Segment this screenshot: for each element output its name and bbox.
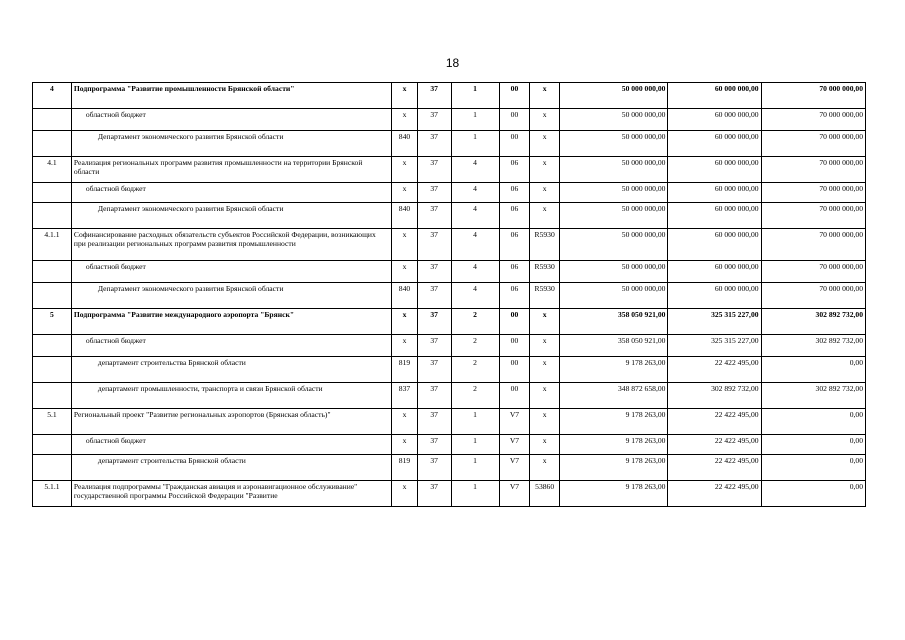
page-number: 18 [445, 56, 460, 70]
code-grbs: х [392, 309, 418, 335]
code-main-event: V7 [499, 455, 530, 481]
code-main-event: 00 [499, 383, 530, 409]
value-year-1: 50 000 000,00 [559, 203, 667, 229]
row-name: Региональный проект "Развитие региональных аэропортов (Брянская область)" [71, 409, 391, 435]
value-year-1: 9 178 263,00 [559, 481, 667, 507]
value-year-3: 70 000 000,00 [761, 229, 865, 261]
table-row [33, 309, 866, 335]
code-main-event: 06 [499, 183, 530, 203]
code-subprogram: 2 [451, 309, 499, 335]
code-main-event: 00 [499, 309, 530, 335]
code-subprogram: 1 [451, 455, 499, 481]
code-program: 37 [417, 261, 451, 283]
code-program: 37 [417, 229, 451, 261]
code-main-event: 00 [499, 335, 530, 357]
table-row [33, 335, 866, 357]
row-number: 4.1 [33, 157, 72, 183]
value-year-1: 50 000 000,00 [559, 83, 667, 109]
value-year-3: 302 892 732,00 [761, 383, 865, 409]
table-row [33, 383, 866, 409]
code-subprogram: 4 [451, 183, 499, 203]
value-year-3: 70 000 000,00 [761, 83, 865, 109]
code-subprogram: 1 [451, 481, 499, 507]
value-year-1: 50 000 000,00 [559, 283, 667, 309]
code-grbs: х [392, 261, 418, 283]
code-subprogram: 2 [451, 383, 499, 409]
code-direction: R5930 [530, 283, 560, 309]
code-direction: 53860 [530, 481, 560, 507]
row-name: Реализация подпрограммы "Гражданская авиация и аэронавигационное обслуживание" государственной программы Российской Федерации "Развитие [71, 481, 391, 507]
code-subprogram: 2 [451, 335, 499, 357]
code-subprogram: 2 [451, 357, 499, 383]
value-year-1: 9 178 263,00 [559, 409, 667, 435]
value-year-1: 9 178 263,00 [559, 435, 667, 455]
code-grbs: х [392, 229, 418, 261]
code-main-event: 00 [499, 131, 530, 157]
row-number [33, 383, 72, 409]
value-year-3: 70 000 000,00 [761, 157, 865, 183]
row-number [33, 455, 72, 481]
value-year-2: 22 422 495,00 [668, 481, 761, 507]
code-direction: х [530, 357, 560, 383]
value-year-2: 22 422 495,00 [668, 409, 761, 435]
value-year-3: 0,00 [761, 455, 865, 481]
code-grbs: 819 [392, 357, 418, 383]
code-program: 37 [417, 131, 451, 157]
row-name: департамент строительства Брянской области [71, 357, 391, 383]
row-name: областной бюджет [71, 183, 391, 203]
code-main-event: 06 [499, 157, 530, 183]
code-program: 37 [417, 157, 451, 183]
table-row [33, 481, 866, 507]
code-main-event: 00 [499, 83, 530, 109]
row-number: 5.1.1 [33, 481, 72, 507]
code-direction: х [530, 183, 560, 203]
value-year-2: 60 000 000,00 [668, 229, 761, 261]
value-year-3: 0,00 [761, 357, 865, 383]
code-grbs: х [392, 157, 418, 183]
code-direction: х [530, 131, 560, 157]
value-year-2: 325 315 227,00 [668, 335, 761, 357]
value-year-2: 60 000 000,00 [668, 203, 761, 229]
value-year-1: 50 000 000,00 [559, 109, 667, 131]
value-year-2: 22 422 495,00 [668, 455, 761, 481]
table-row [33, 229, 866, 261]
row-name: Подпрограмма "Развитие международного аэропорта "Брянск" [71, 309, 391, 335]
code-main-event: 06 [499, 229, 530, 261]
code-program: 37 [417, 357, 451, 383]
value-year-1: 50 000 000,00 [559, 131, 667, 157]
row-number [33, 109, 72, 131]
value-year-3: 302 892 732,00 [761, 335, 865, 357]
row-number [33, 357, 72, 383]
value-year-3: 302 892 732,00 [761, 309, 865, 335]
table-row [33, 83, 866, 109]
row-name: Департамент экономического развития Брянской области [71, 203, 391, 229]
row-number: 5 [33, 309, 72, 335]
row-name: Подпрограмма "Развитие промышленности Брянской области" [71, 83, 391, 109]
row-number: 4 [33, 83, 72, 109]
code-program: 37 [417, 283, 451, 309]
code-main-event: 06 [499, 203, 530, 229]
code-direction: х [530, 157, 560, 183]
code-program: 37 [417, 335, 451, 357]
row-name: департамент строительства Брянской области [71, 455, 391, 481]
code-grbs: х [392, 481, 418, 507]
code-direction: х [530, 409, 560, 435]
value-year-3: 70 000 000,00 [761, 131, 865, 157]
value-year-1: 358 050 921,00 [559, 335, 667, 357]
code-direction: х [530, 309, 560, 335]
value-year-2: 60 000 000,00 [668, 131, 761, 157]
value-year-1: 358 050 921,00 [559, 309, 667, 335]
table-row [33, 203, 866, 229]
row-number: 5.1 [33, 409, 72, 435]
code-subprogram: 1 [451, 131, 499, 157]
value-year-2: 60 000 000,00 [668, 109, 761, 131]
row-name: Департамент экономического развития Брянской области [71, 131, 391, 157]
code-grbs: х [392, 109, 418, 131]
code-direction: х [530, 83, 560, 109]
value-year-2: 22 422 495,00 [668, 357, 761, 383]
row-number: 4.1.1 [33, 229, 72, 261]
row-number [33, 435, 72, 455]
code-grbs: х [392, 435, 418, 455]
value-year-2: 302 892 732,00 [668, 383, 761, 409]
code-program: 37 [417, 481, 451, 507]
table-row [33, 109, 866, 131]
row-name: областной бюджет [71, 109, 391, 131]
code-direction: х [530, 203, 560, 229]
code-direction: х [530, 109, 560, 131]
value-year-2: 60 000 000,00 [668, 157, 761, 183]
code-program: 37 [417, 383, 451, 409]
table-row [33, 357, 866, 383]
value-year-3: 70 000 000,00 [761, 203, 865, 229]
row-number [33, 183, 72, 203]
code-subprogram: 1 [451, 409, 499, 435]
code-direction: х [530, 335, 560, 357]
row-number [33, 203, 72, 229]
code-program: 37 [417, 83, 451, 109]
code-program: 37 [417, 435, 451, 455]
code-program: 37 [417, 203, 451, 229]
code-grbs: х [392, 335, 418, 357]
code-main-event: 06 [499, 261, 530, 283]
row-number [33, 261, 72, 283]
code-subprogram: 4 [451, 157, 499, 183]
table-row [33, 261, 866, 283]
table-row [33, 283, 866, 309]
table-row [33, 435, 866, 455]
code-subprogram: 4 [451, 283, 499, 309]
value-year-3: 0,00 [761, 481, 865, 507]
code-subprogram: 1 [451, 435, 499, 455]
value-year-1: 9 178 263,00 [559, 455, 667, 481]
value-year-1: 50 000 000,00 [559, 261, 667, 283]
code-main-event: 00 [499, 109, 530, 131]
row-name: Реализация региональных программ развития промышленности на территории Брянской области [71, 157, 391, 183]
code-program: 37 [417, 109, 451, 131]
code-main-event: V7 [499, 435, 530, 455]
code-subprogram: 4 [451, 261, 499, 283]
value-year-3: 70 000 000,00 [761, 283, 865, 309]
code-main-event: V7 [499, 409, 530, 435]
value-year-1: 348 872 658,00 [559, 383, 667, 409]
value-year-3: 70 000 000,00 [761, 109, 865, 131]
row-name: областной бюджет [71, 435, 391, 455]
table-row [33, 183, 866, 203]
row-number [33, 131, 72, 157]
code-direction: R5930 [530, 261, 560, 283]
budget-table [32, 82, 866, 507]
value-year-2: 60 000 000,00 [668, 261, 761, 283]
code-grbs: х [392, 183, 418, 203]
code-grbs: 840 [392, 203, 418, 229]
row-number [33, 335, 72, 357]
code-grbs: 837 [392, 383, 418, 409]
code-direction: х [530, 435, 560, 455]
value-year-1: 9 178 263,00 [559, 357, 667, 383]
code-main-event: 06 [499, 283, 530, 309]
code-program: 37 [417, 409, 451, 435]
code-grbs: х [392, 409, 418, 435]
value-year-2: 22 422 495,00 [668, 435, 761, 455]
code-subprogram: 1 [451, 109, 499, 131]
table-row [33, 409, 866, 435]
value-year-1: 50 000 000,00 [559, 157, 667, 183]
row-name: департамент промышленности, транспорта и связи Брянской области [71, 383, 391, 409]
value-year-1: 50 000 000,00 [559, 229, 667, 261]
table-row [33, 131, 866, 157]
code-grbs: 840 [392, 283, 418, 309]
value-year-2: 60 000 000,00 [668, 183, 761, 203]
value-year-2: 325 315 227,00 [668, 309, 761, 335]
code-direction: R5930 [530, 229, 560, 261]
value-year-3: 70 000 000,00 [761, 183, 865, 203]
code-grbs: 840 [392, 131, 418, 157]
code-direction: х [530, 455, 560, 481]
value-year-1: 50 000 000,00 [559, 183, 667, 203]
value-year-2: 60 000 000,00 [668, 283, 761, 309]
row-number [33, 283, 72, 309]
row-name: областной бюджет [71, 335, 391, 357]
table-row [33, 157, 866, 183]
code-main-event: 00 [499, 357, 530, 383]
code-subprogram: 4 [451, 203, 499, 229]
code-main-event: V7 [499, 481, 530, 507]
value-year-3: 0,00 [761, 409, 865, 435]
row-name: Софинансирование расходных обязательств субъектов Российской Федерации, возникающих при реализации региональных программ развития промышленности [71, 229, 391, 261]
code-grbs: 819 [392, 455, 418, 481]
code-program: 37 [417, 309, 451, 335]
value-year-2: 60 000 000,00 [668, 83, 761, 109]
code-program: 37 [417, 183, 451, 203]
value-year-3: 70 000 000,00 [761, 261, 865, 283]
code-direction: х [530, 383, 560, 409]
code-subprogram: 1 [451, 83, 499, 109]
code-program: 37 [417, 455, 451, 481]
row-name: областной бюджет [71, 261, 391, 283]
value-year-3: 0,00 [761, 435, 865, 455]
table-row [33, 455, 866, 481]
code-subprogram: 4 [451, 229, 499, 261]
code-grbs: х [392, 83, 418, 109]
row-name: Департамент экономического развития Брянской области [71, 283, 391, 309]
